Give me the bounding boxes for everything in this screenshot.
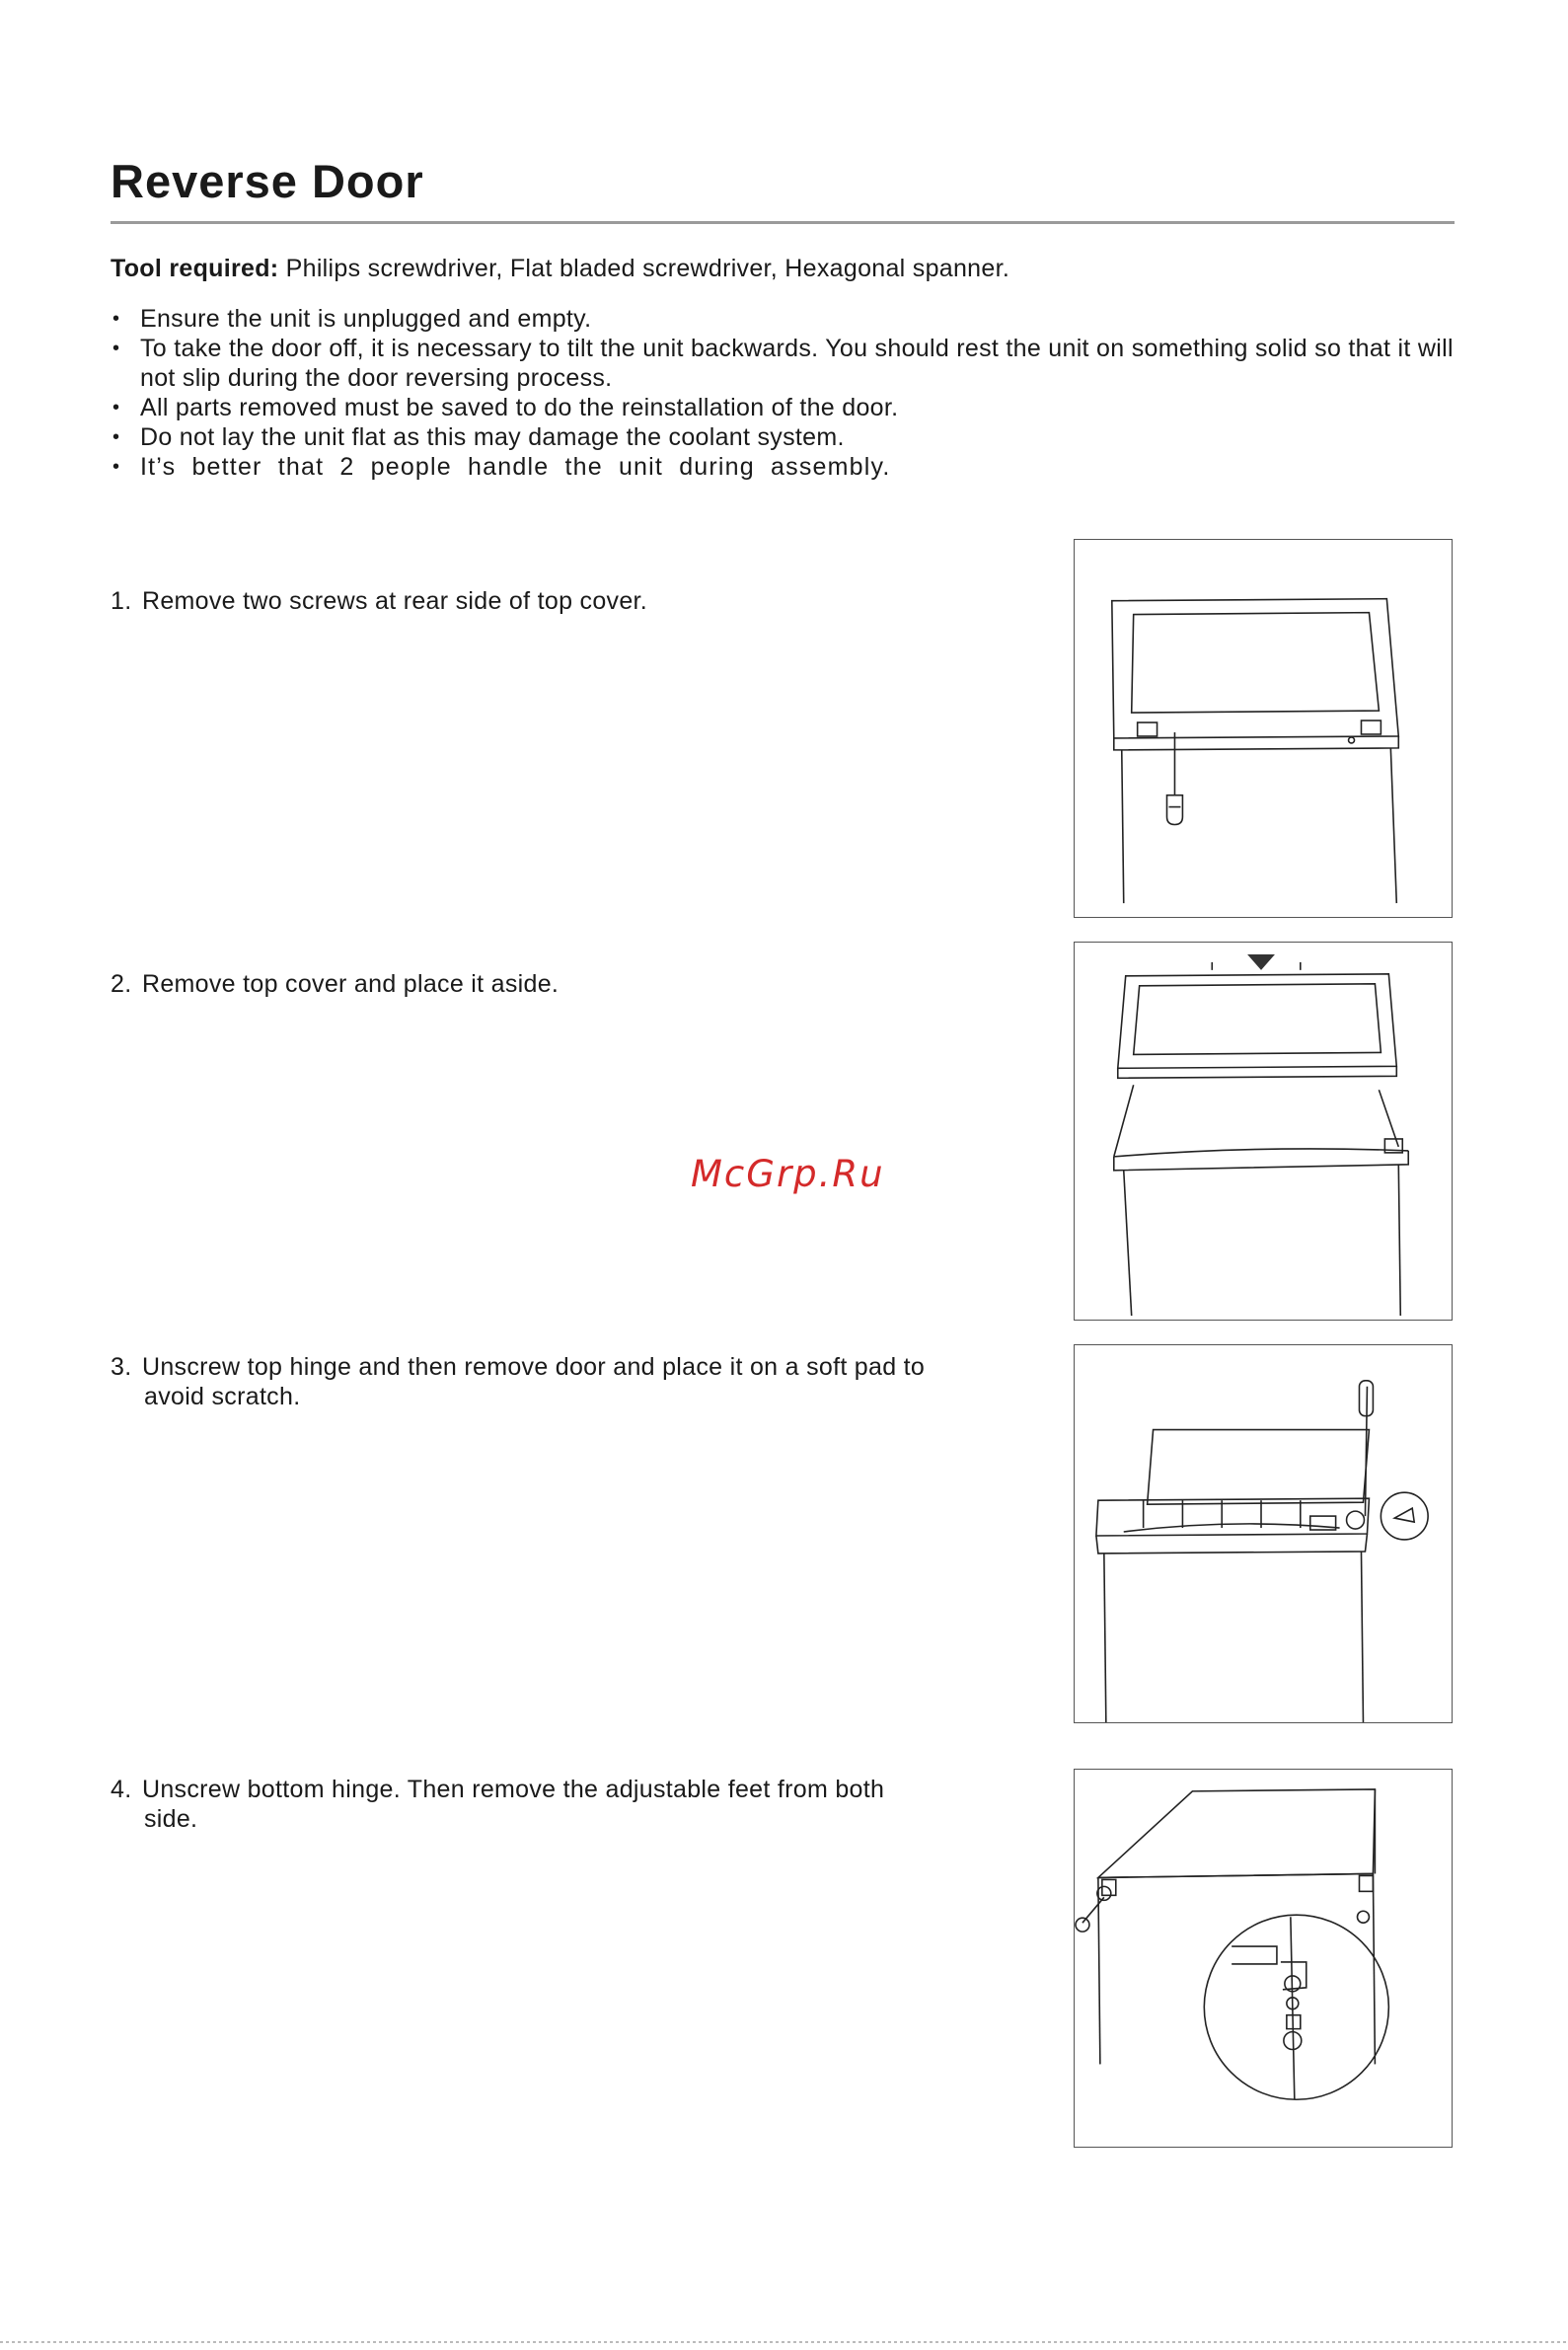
tools-required [111,255,1009,283]
step-text-continued: avoid scratch. [144,1383,301,1410]
figure-step-2 [1074,942,1453,1321]
list-item: • Ensure the unit is unplugged and empty. [111,304,1472,334]
step-4 [111,1775,1018,1834]
step-text: Unscrew top hinge and then remove door and place it on a soft pad to [142,1353,926,1381]
list-item: • It’s better that 2 people handle the unit during assembly. [111,452,1472,482]
step-1 [111,586,1018,616]
step-2 [111,969,1018,999]
tools-text: Philips screwdriver, Flat bladed screwdriver, Hexagonal spanner. [278,255,1010,282]
step-3 [111,1352,1018,1411]
list-item: • To take the door off, it is necessary to tilt the unit backwards. You should rest the unit on something solid so that it will not slip during the door reversing process. [111,334,1472,393]
step-number: 1. [111,587,132,615]
page-title: Reverse Door [111,155,424,207]
tools-label: Tool required: [111,255,279,282]
title-divider [111,221,1455,224]
footer-divider [0,2341,1568,2343]
step-text: Remove top cover and place it aside. [142,970,560,998]
figure-step-4 [1074,1769,1453,2148]
figure-step-1 [1074,539,1453,918]
list-item: • Do not lay the unit flat as this may damage the coolant system. [111,422,1472,452]
step-number: 4. [111,1776,132,1803]
step-text: Unscrew bottom hinge. Then remove the adjustable feet from both [142,1776,885,1803]
fridge-remove-top-cover-illustration [1075,943,1452,1320]
step-number: 2. [111,970,132,998]
step-text: Remove two screws at rear side of top cover. [142,587,648,615]
figure-step-3 [1074,1344,1453,1723]
fridge-unscrew-bottom-hinge-illustration [1075,1770,1452,2147]
precaution-list [111,304,1472,482]
list-item: • All parts removed must be saved to do the reinstallation of the door. [111,393,1472,422]
fridge-top-screws-illustration [1075,540,1452,917]
step-number: 3. [111,1353,132,1381]
watermark: McGrp.Ru [691,1153,885,1195]
step-text-continued: side. [144,1805,198,1833]
fridge-unscrew-top-hinge-illustration [1075,1345,1452,1722]
